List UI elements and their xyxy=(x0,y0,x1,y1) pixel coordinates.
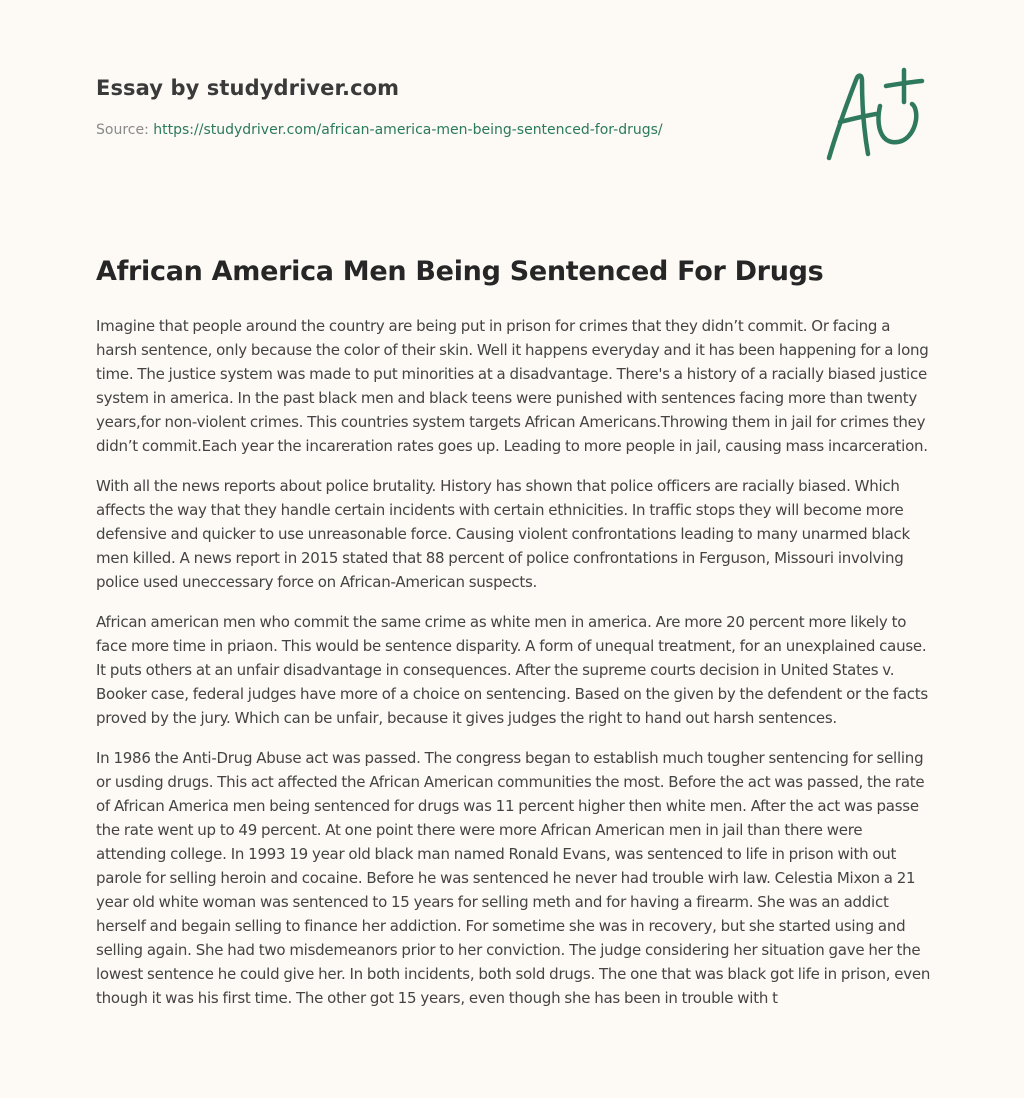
essay-paragraph: Imagine that people around the country are being put in prison for crimes that they didn’t commit. Or facing a harsh sentence, only because the color of their skin. Well it happens everyday and it has been happening for a long time. The justice system was made to put minorities at a disadvantage. There's a history of a racially biased justice system in america. In the past black men and black teens were punished with sentences facing more than twenty years,for non-violent crimes. This countries system targets African Americans.Throwing them in jail for crimes they didn’t commit.Each year the incareration rates goes up. Leading to more people in jail, causing mass incarceration. xyxy=(96,317,929,455)
essay-title: African America Men Being Sentenced For Drugs xyxy=(96,256,824,287)
a-plus-logo xyxy=(818,66,930,166)
page-header xyxy=(96,76,776,138)
essay-body xyxy=(96,314,934,1026)
source-label: Source: xyxy=(96,122,149,138)
essay-paragraph: With all the news reports about police brutality. History has shown that police officers are racially biased. Which affects the way that they handle certain incidents with certain ethnicities. In traffic stops they will become more defensive and quicker to use unreasonable force. Causing violent confrontations leading to many unarmed black men killed. A news report in 2015 stated that 88 percent of police confrontations in Ferguson, Missouri involving police used uneccessary force on African-American suspects. xyxy=(96,477,910,591)
essay-paragraph: In 1986 the Anti-Drug Abuse act was passed. The congress began to establish much tougher sentencing for selling or usding drugs. This act affected the African American communities the most. Before the act was passed, the rate of African America men being sentenced for drugs was 11 percent higher then white men. After the act was passe the rate went up to 49 percent. At one point there were more African American men in jail than there were attending college. In 1993 19 year old black man named Ronald Evans, was sentenced to life in prison with out parole for selling heroin and cocaine. Before he was sentenced he never had trouble wirh law. Celestia Mixon a 21 year old white woman was sentenced to 15 years for selling meth and for having a firearm. She was an addict herself and begain selling to finance her addiction. For sometime she was in recovery, but she started using and selling again. She had two misdemeanors prior to her conviction. The judge considering her situation gave her the lowest sentence he could give her. In both incidents, both sold drugs. The one that was black got life in prison, even though it was his first time. The other got 15 years, even though she has been in trouble with t xyxy=(96,749,931,1007)
source-line xyxy=(96,122,776,138)
source-link[interactable]: https://studydriver.com/african-america-men-being-sentenced-for-drugs/ xyxy=(153,122,663,138)
essay-paragraph: African american men who commit the same crime as white men in america. Are more 20 percent more likely to face more time in priaon. This would be sentence disparity. A form of unequal treatment, for an unexplained cause. It puts others at an unfair disadvantage in consequences. After the supreme courts decision in United States v. Booker case, federal judges have more of a choice on sentencing. Based on the given by the defendent or the facts proved by the jury. Which can be unfair, because it gives judges the right to hand out harsh sentences. xyxy=(96,613,928,727)
site-title: Essay by studydriver.com xyxy=(96,76,400,100)
